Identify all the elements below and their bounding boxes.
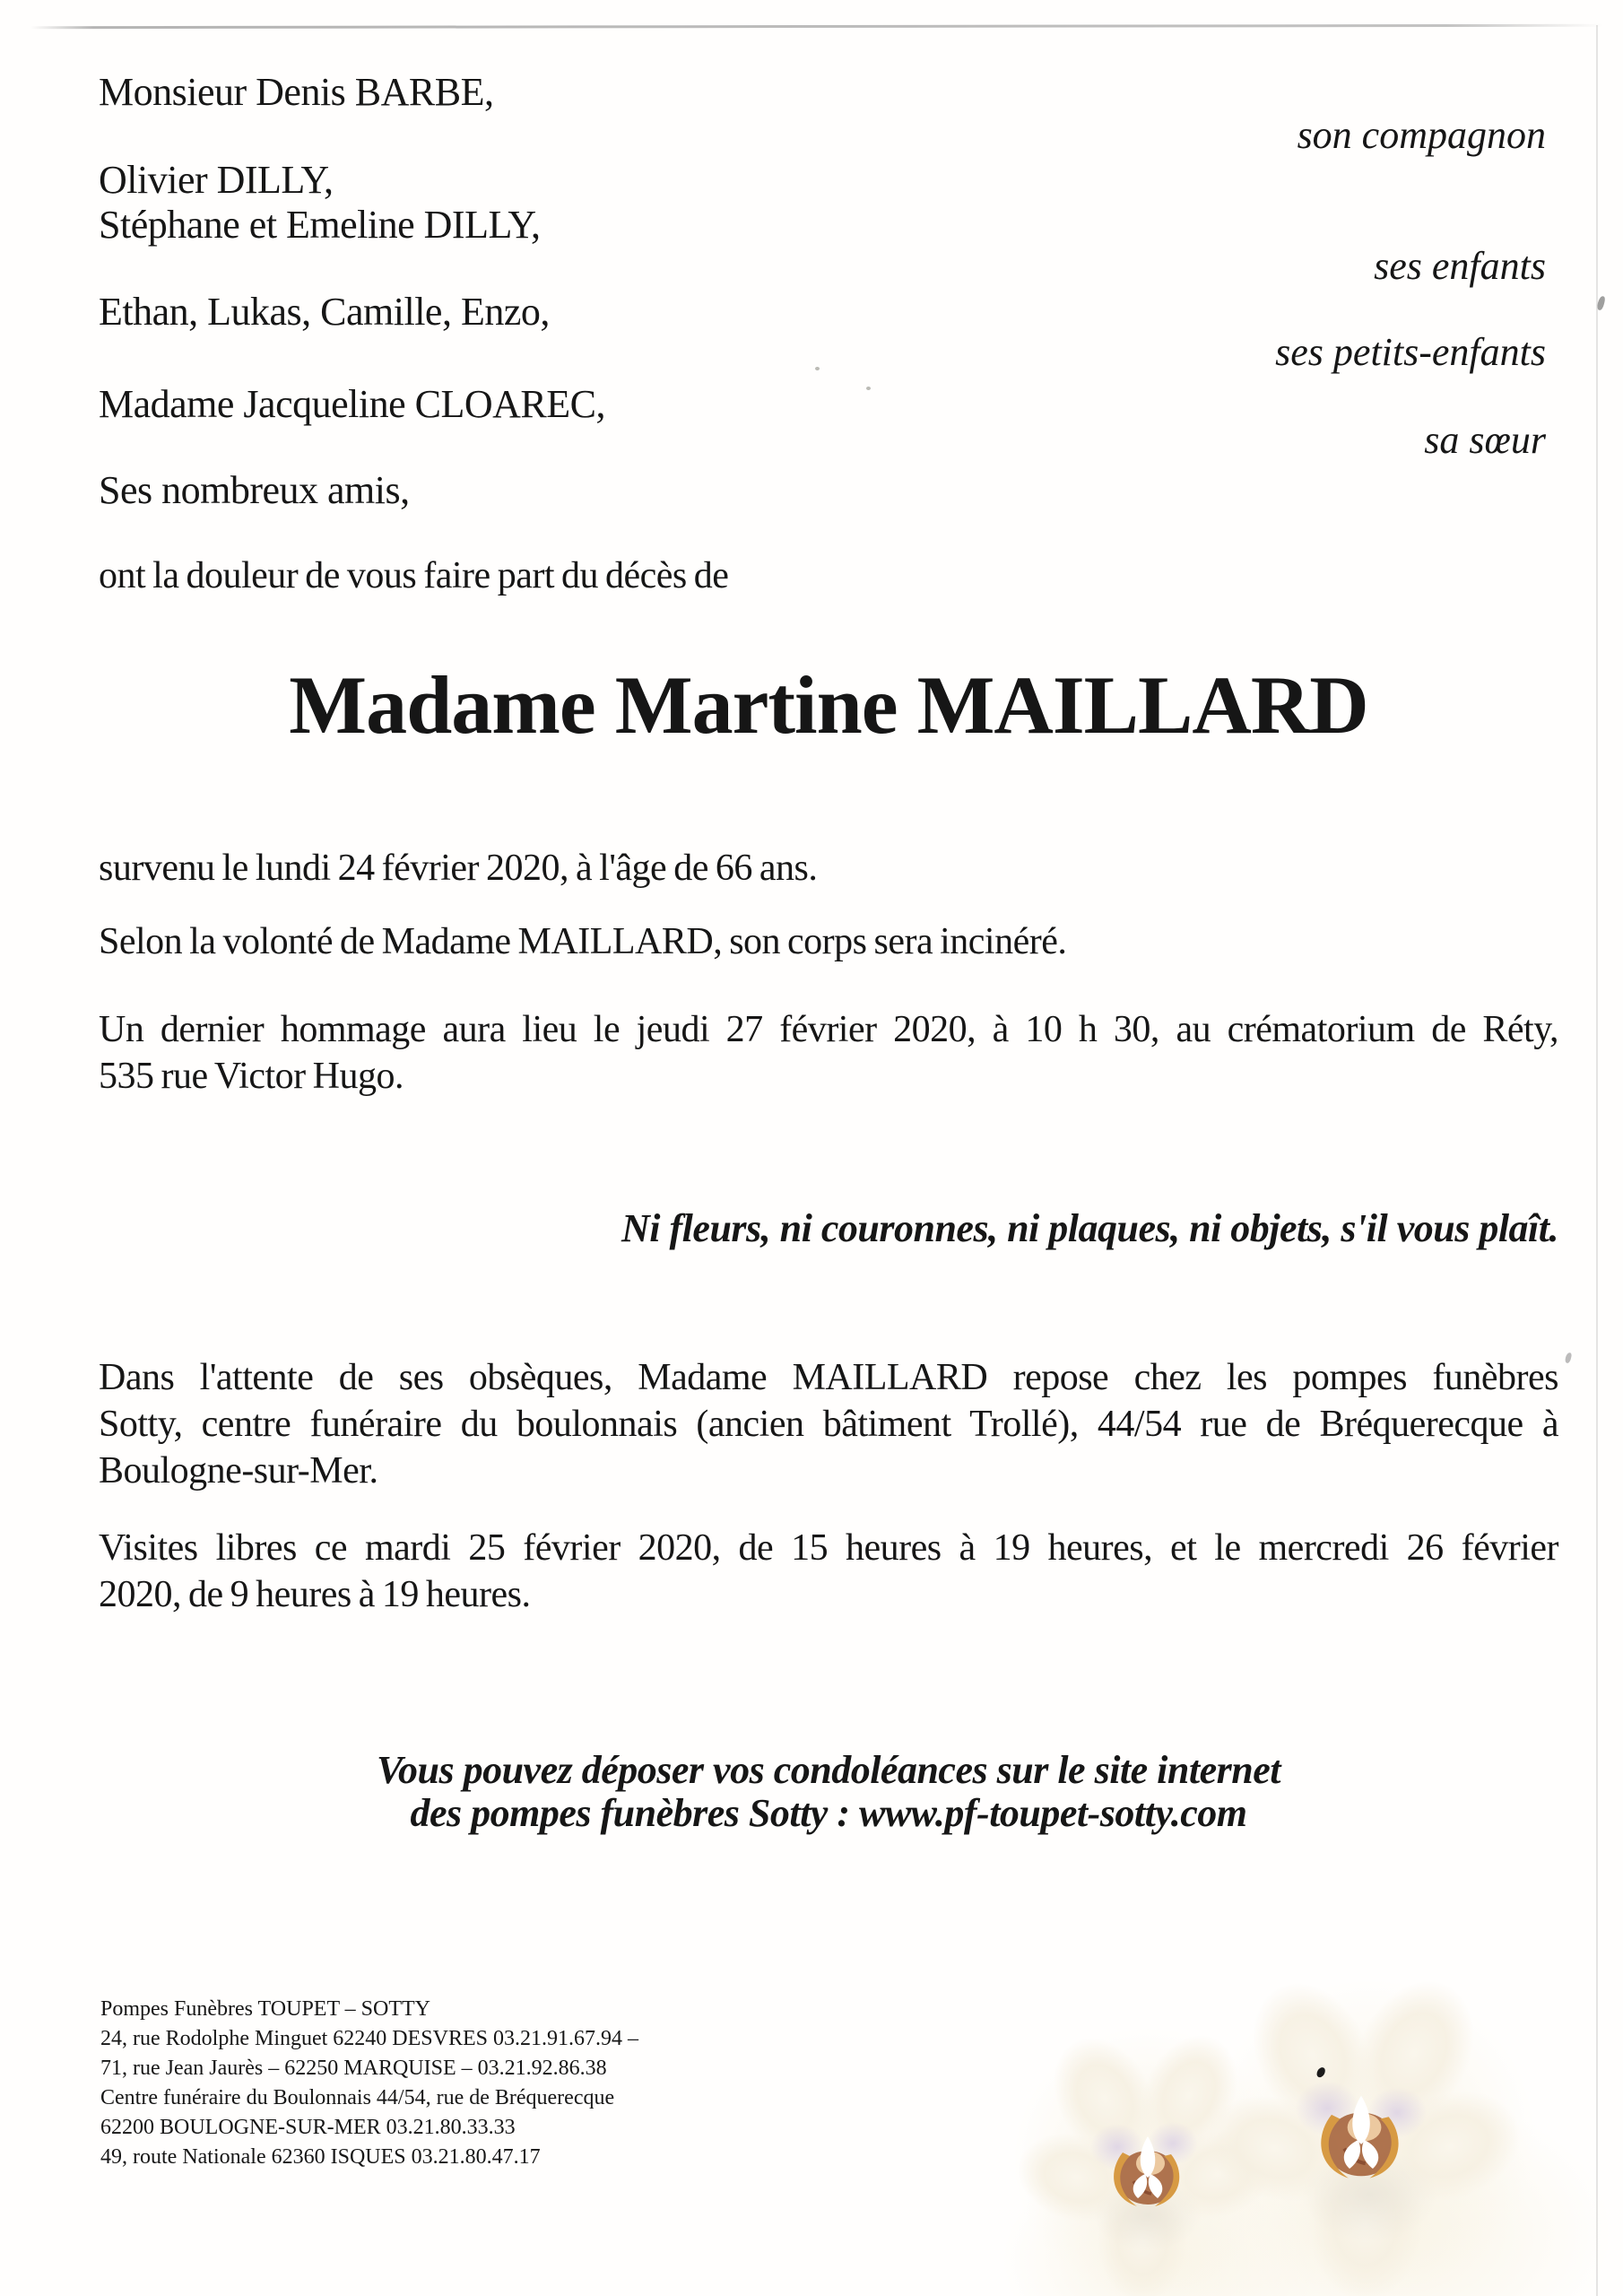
repose-line-2: Sotty, centre funéraire du boulonnais (ancien bâtiment Trollé), 44/54 rue de Bréquerecque à bbox=[99, 1404, 1558, 1445]
announcer-child-name-2: Stéphane et Emeline DILLY, bbox=[99, 203, 541, 247]
announcer-companion-name: Monsieur Denis BARBE, bbox=[99, 70, 494, 114]
orchid-flowers-image bbox=[1002, 1937, 1623, 2296]
announcer-friends-line: Ses nombreux amis, bbox=[99, 468, 410, 512]
scan-artifact bbox=[1565, 1352, 1573, 1363]
repose-line-3: Boulogne-sur-Mer. bbox=[99, 1450, 378, 1492]
relation-children: ses enfants bbox=[1374, 244, 1546, 288]
relation-sister: sa sœur bbox=[1424, 418, 1546, 462]
scan-artifact bbox=[815, 367, 820, 370]
announcer-grandchildren-names: Ethan, Lukas, Camille, Enzo, bbox=[99, 290, 550, 334]
announcer-sister-name: Madame Jacqueline CLOAREC, bbox=[99, 382, 605, 426]
relation-grandchildren: ses petits-enfants bbox=[1275, 330, 1546, 374]
no-flowers-line: Ni fleurs, ni couronnes, ni plaques, ni objets, s'il vous plaît. bbox=[621, 1206, 1558, 1250]
relation-companion: son compagnon bbox=[1297, 113, 1546, 157]
death-line: survenu le lundi 24 février 2020, à l'âge de 66 ans. bbox=[99, 848, 818, 889]
condolences-line-1: Vous pouvez déposer vos condoléances sur le site internet bbox=[377, 1748, 1280, 1792]
condolences-line-2: des pompes funèbres Sotty : www.pf-toupet-sotty.com bbox=[410, 1791, 1247, 1835]
footer-address-2: 71, rue Jean Jaurès – 62250 MARQUISE – 03.21.92.86.38 bbox=[100, 2057, 607, 2080]
footer-address-4: 62200 BOULOGNE-SUR-MER 03.21.80.33.33 bbox=[100, 2116, 516, 2139]
announcer-child-name-1: Olivier DILLY, bbox=[99, 158, 334, 202]
footer-address-1: 24, rue Rodolphe Minguet 62240 DESVRES 03.21.91.67.94 – bbox=[100, 2027, 638, 2050]
intro-line: ont la douleur de vous faire part du décès de bbox=[99, 555, 729, 596]
repose-line-1: Dans l'attente de ses obsèques, Madame MAILLARD repose chez les pompes funèbres bbox=[99, 1357, 1558, 1398]
wish-line: Selon la volonté de Madame MAILLARD, son corps sera incinéré. bbox=[99, 921, 1067, 962]
deceased-name-title: Madame Martine MAILLARD bbox=[289, 659, 1368, 751]
footer-company-name: Pompes Funèbres TOUPET – SOTTY bbox=[100, 1997, 431, 2021]
orchid-flowers-svg bbox=[1002, 1937, 1623, 2296]
footer-block bbox=[100, 1995, 638, 2172]
footer-address-5: 49, route Nationale 62360 ISQUES 03.21.80.47.17 bbox=[100, 2145, 541, 2169]
footer-address-3: Centre funéraire du Boulonnais 44/54, rue de Bréquerecque bbox=[100, 2086, 615, 2109]
visits-line-1: Visites libres ce mardi 25 février 2020, de 15 heures à 19 heures, et le mercredi 26 février bbox=[99, 1527, 1558, 1569]
homage-line-2: 535 rue Victor Hugo. bbox=[99, 1056, 404, 1097]
visits-line-2: 2020, de 9 heures à 19 heures. bbox=[99, 1574, 531, 1615]
homage-line-1: Un dernier hommage aura lieu le jeudi 27 février 2020, à 10 h 30, au crématorium de Réty, bbox=[99, 1009, 1558, 1050]
scan-artifact bbox=[866, 387, 871, 390]
scan-edge-line-top bbox=[30, 24, 1603, 29]
